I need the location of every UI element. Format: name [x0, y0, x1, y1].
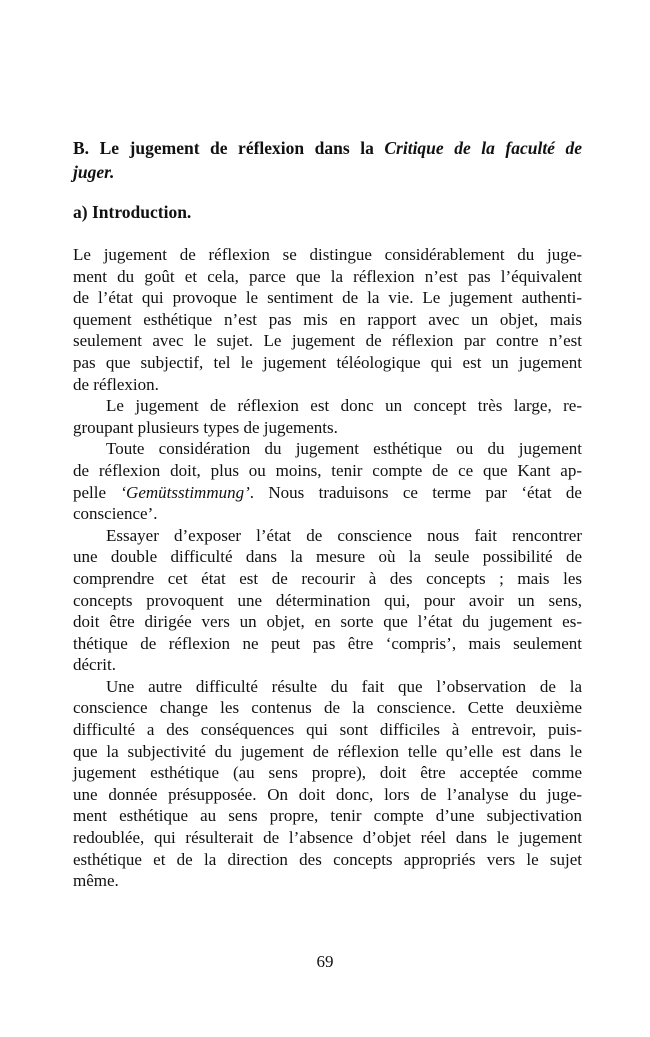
text-line [73, 784, 582, 806]
text-line [73, 633, 582, 655]
text-run: ment esthétique au sens propre, tenir compte d’une subjectivation [73, 806, 582, 826]
text-line [73, 309, 582, 331]
text-line [73, 568, 582, 590]
text-line [73, 849, 582, 871]
text-line [73, 697, 582, 719]
text-line [73, 330, 582, 352]
italic-text: ‘Gemütsstimmung’ [120, 482, 250, 502]
text-line [73, 741, 582, 763]
text-line [73, 870, 582, 892]
text-run: comprendre cet état est de recourir à des concepts ; mais les [73, 568, 582, 588]
text-run: seulement avec le sujet. Le jugement de réflexion par contre n’est [73, 331, 582, 351]
text-line [73, 676, 582, 698]
text-run: difficulté a des conséquences qui sont difficiles à entrevoir, puis- [73, 720, 582, 740]
text-run: une donnée présupposée. On doit donc, lors de l’analyse du juge- [73, 784, 582, 804]
section-heading [73, 136, 582, 184]
italic-text: Critique de la faculté de [384, 138, 582, 158]
text-line [73, 266, 582, 288]
text-line [73, 417, 582, 439]
text-run: jugement esthétique (au sens propre), doit être acceptée comme [73, 763, 582, 783]
text-line [73, 525, 582, 547]
text-run: Une autre difficulté résulte du fait que l’observation de la [106, 676, 582, 696]
text-run: thétique de réflexion ne peut pas être ‘compris’, mais seulement [73, 633, 582, 653]
text-run: B. Le jugement de réflexion dans la [73, 138, 385, 158]
text-line [73, 438, 582, 460]
subsection-heading: a) Introduction. [73, 202, 192, 222]
text-run: même. [73, 871, 119, 891]
text-run: . Nous traduisons ce terme par ‘état de [249, 482, 582, 502]
paragraph [73, 676, 582, 892]
text-run: une double difficulté dans la mesure où la seule possibilité de [73, 547, 582, 567]
text-run: conscience change les contenus de la conscience. Cette deuxième [73, 698, 582, 718]
text-run: Essayer d’exposer l’état de conscience nous fait rencontrer [106, 525, 582, 545]
paragraph [73, 525, 582, 676]
text-run: redoublée, qui résulterait de l’absence d’objet réel dans le jugement [73, 828, 582, 848]
text-run: doit être dirigée vers un objet, en sorte que l’état du jugement es- [73, 612, 582, 632]
body-text [73, 244, 582, 892]
text-line [73, 611, 582, 633]
text-run: pelle [73, 482, 121, 502]
text-run: de réflexion. [73, 374, 159, 394]
text-line [73, 762, 582, 784]
text-line [73, 482, 582, 504]
text-line [73, 719, 582, 741]
paragraph [73, 438, 582, 524]
text-line [73, 395, 582, 417]
text-line [73, 287, 582, 309]
heading-line [73, 160, 582, 184]
text-run: de l’état qui provoque le sentiment de la vie. Le jugement authenti- [73, 288, 582, 308]
text-run: groupant plusieurs types de jugements. [73, 417, 338, 437]
text-run: Toute considération du jugement esthétique ou du jugement [106, 439, 582, 459]
heading-line [73, 136, 582, 160]
text-run: quement esthétique n’est pas mis en rapport avec un objet, mais [73, 309, 582, 329]
text-run: pas que subjectif, tel le jugement téléologique qui est un jugement [73, 352, 582, 372]
paragraph [73, 244, 582, 395]
text-run: décrit. [73, 655, 116, 675]
page-number: 69 [316, 952, 334, 971]
text-line [73, 374, 582, 396]
text-run: Le jugement de réflexion se distingue considérablement du juge- [73, 245, 582, 264]
text-line [73, 805, 582, 827]
text-run: concepts provoquent une détermination qui, pour avoir un sens, [73, 590, 582, 610]
text-run: Le jugement de réflexion est donc un concept très large, re- [106, 396, 582, 416]
text-run: esthétique et de la direction des concepts appropriés vers le sujet [73, 849, 582, 869]
paragraph [73, 395, 582, 438]
italic-text: juger. [73, 162, 115, 182]
text-run: ment du goût et cela, parce que la réflexion n’est pas l’équivalent [73, 266, 582, 286]
text-line [73, 827, 582, 849]
text-line [73, 460, 582, 482]
text-line [73, 244, 582, 266]
text-line [73, 590, 582, 612]
text-line [73, 546, 582, 568]
text-line [73, 352, 582, 374]
text-run: que la subjectivité du jugement de réflexion telle qu’elle est dans le [73, 741, 582, 761]
text-run: de réflexion doit, plus ou moins, tenir compte de ce que Kant ap- [73, 460, 582, 480]
text-run: conscience’. [73, 504, 158, 524]
text-line [73, 654, 582, 676]
text-line [73, 503, 582, 525]
